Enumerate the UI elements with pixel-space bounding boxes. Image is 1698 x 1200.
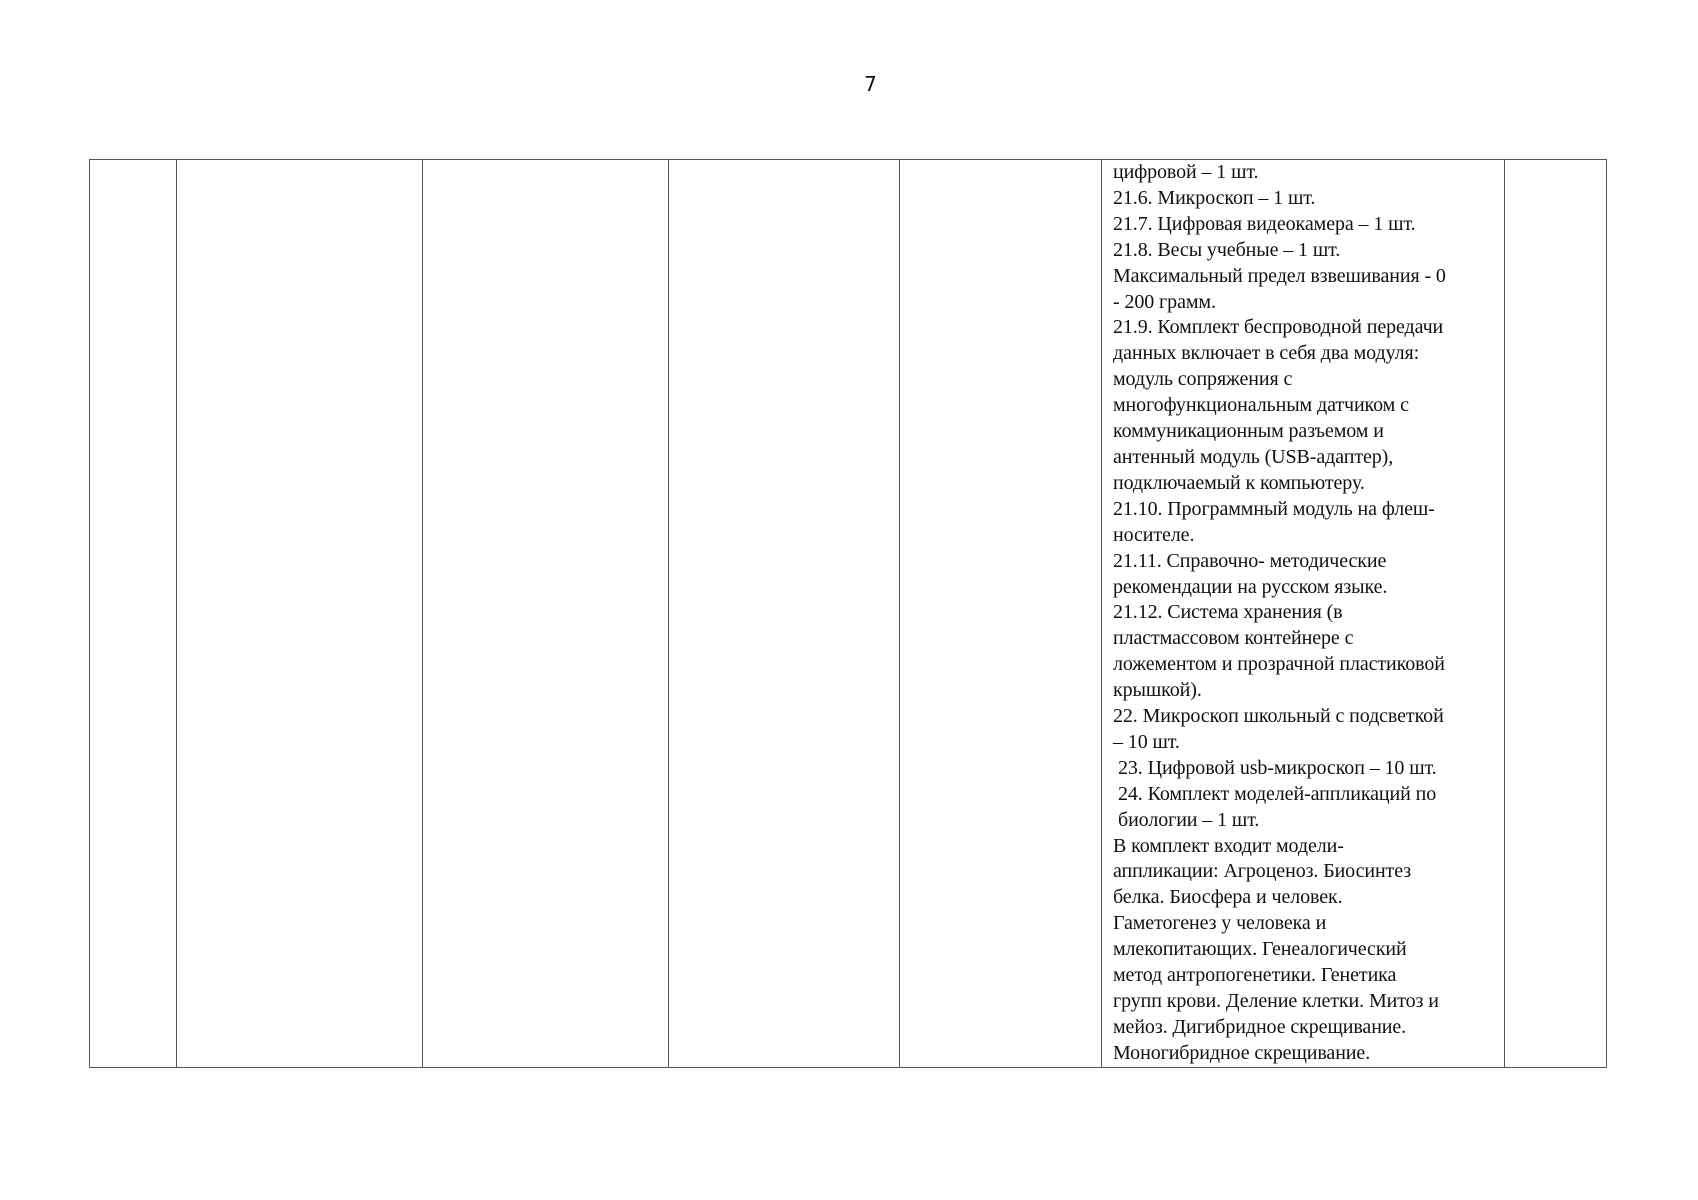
table-row [90, 160, 1607, 1068]
text-line: 22. Микроскоп школьный с подсветкой [1113, 705, 1444, 728]
text-line: млекопитающих. Генеалогический [1113, 938, 1407, 961]
text-line: 21.12. Система хранения (в [1113, 601, 1343, 624]
text-line: метод антропогенетики. Генетика [1113, 964, 1397, 987]
table-cell-col-3 [423, 160, 669, 1068]
text-line: модуль сопряжения с [1113, 368, 1293, 391]
page-number: 7 [864, 72, 877, 96]
text-line: пластмассовом контейнере с [1113, 627, 1354, 650]
table-cell-col-2 [177, 160, 423, 1068]
text-line: антенный модуль (USB-адаптер), [1113, 445, 1394, 468]
table-cell-col-4 [669, 160, 900, 1068]
text-line: ложементом и прозрачной пластиковой [1113, 653, 1445, 676]
text-line: аппликации: Агроценоз. Биосинтез [1113, 860, 1412, 883]
text-line: белка. Биосфера и человек. [1113, 886, 1343, 909]
text-line: 21.6. Микроскоп – 1 шт. [1113, 186, 1316, 209]
table-cell-equipment-list [1102, 160, 1505, 1068]
table-cell-col-1 [90, 160, 177, 1068]
text-line: – 10 шт. [1113, 730, 1180, 753]
text-line: носителе. [1113, 523, 1195, 546]
text-line: рекомендации на русском языке. [1113, 575, 1388, 598]
text-line: 21.10. Программный модуль на флеш- [1113, 497, 1435, 520]
text-line: мейоз. Дигибридное скрещивание. [1113, 1015, 1407, 1038]
equipment-table [89, 159, 1607, 1068]
text-line: - 200 грамм. [1113, 290, 1216, 313]
text-line: данных включает в себя два модуля: [1113, 342, 1420, 365]
text-line: коммуникационным разъемом и [1113, 420, 1384, 443]
text-line: 21.8. Весы учебные – 1 шт. [1113, 238, 1341, 261]
table-cell-col-5 [900, 160, 1102, 1068]
text-line: Моногибридное скрещивание. [1113, 1041, 1371, 1064]
text-line: 24. Комплект моделей-аппликаций по [1118, 782, 1437, 805]
text-line: Максимальный предел взвешивания - 0 [1113, 264, 1446, 287]
text-line: В комплект входит модели- [1113, 834, 1344, 857]
text-line: многофункциональным датчиком с [1113, 394, 1409, 417]
text-line: групп крови. Деление клетки. Митоз и [1113, 990, 1439, 1012]
text-line: 21.7. Цифровая видеокамера – 1 шт. [1113, 212, 1416, 235]
table-cell-col-7 [1505, 160, 1607, 1068]
text-line: 21.11. Справочно- методические [1113, 549, 1387, 572]
text-line: цифровой – 1 шт. [1113, 161, 1259, 183]
text-line: подключаемый к компьютеру. [1113, 471, 1365, 494]
text-line: Гаметогенез у человека и [1113, 912, 1327, 935]
text-line: 23. Цифровой usb-микроскоп – 10 шт. [1118, 756, 1437, 779]
text-line: крышкой). [1113, 679, 1202, 702]
text-line: 21.9. Комплект беспроводной передачи [1113, 316, 1444, 339]
text-line: биологии – 1 шт. [1118, 808, 1260, 831]
